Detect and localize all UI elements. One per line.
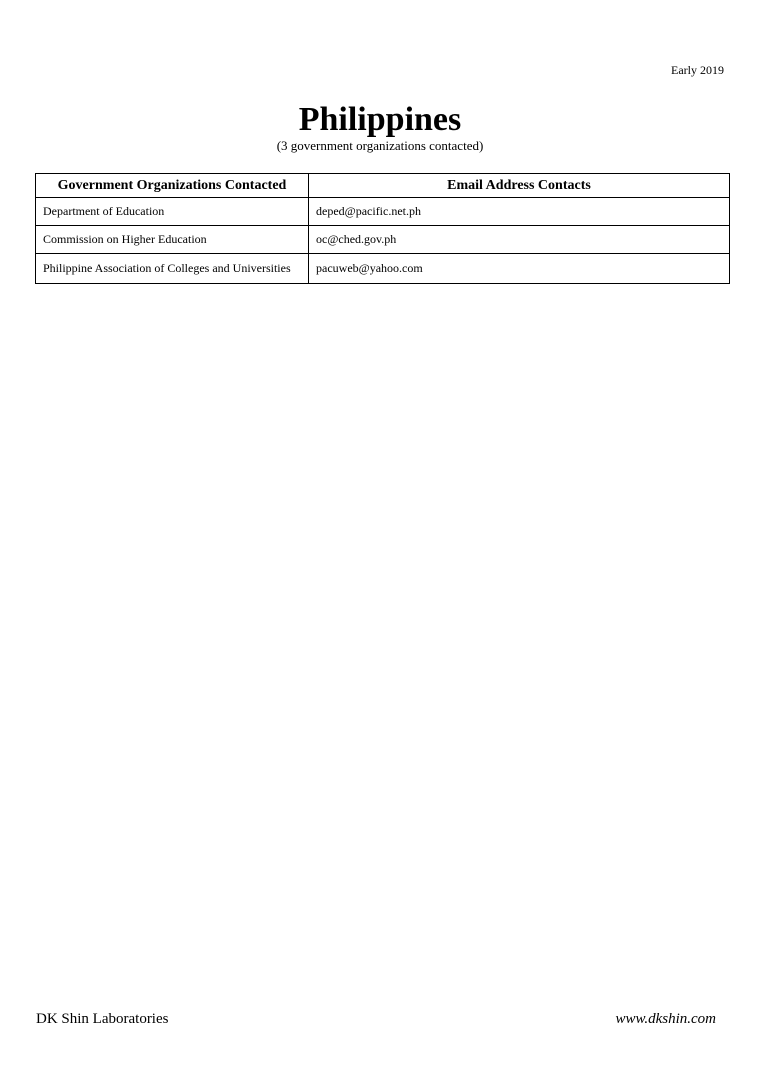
organization-cell: Philippine Association of Colleges and Universities: [36, 254, 309, 284]
page-title: Philippines: [298, 101, 462, 138]
email-cell: pacuweb@yahoo.com: [309, 254, 730, 284]
table-row: [36, 198, 730, 226]
table-row: [36, 226, 730, 254]
page-subtitle: (3 government organizations contacted): [276, 138, 484, 153]
date-label: Early 2019: [671, 63, 724, 77]
table-header-row: [36, 174, 730, 198]
email-cell: deped@pacific.net.ph: [309, 198, 730, 226]
organization-cell: Commission on Higher Education: [36, 226, 309, 254]
organization-cell: Department of Education: [36, 198, 309, 226]
email-cell: oc@ched.gov.ph: [309, 226, 730, 254]
footer-organization: DK Shin Laboratories: [36, 1011, 169, 1027]
footer-website: www.dkshin.com: [615, 1011, 716, 1027]
column-header-email: Email Address Contacts: [309, 174, 730, 198]
contacts-table: [35, 173, 730, 284]
column-header-organization: Government Organizations Contacted: [36, 174, 309, 198]
table-row: [36, 254, 730, 284]
